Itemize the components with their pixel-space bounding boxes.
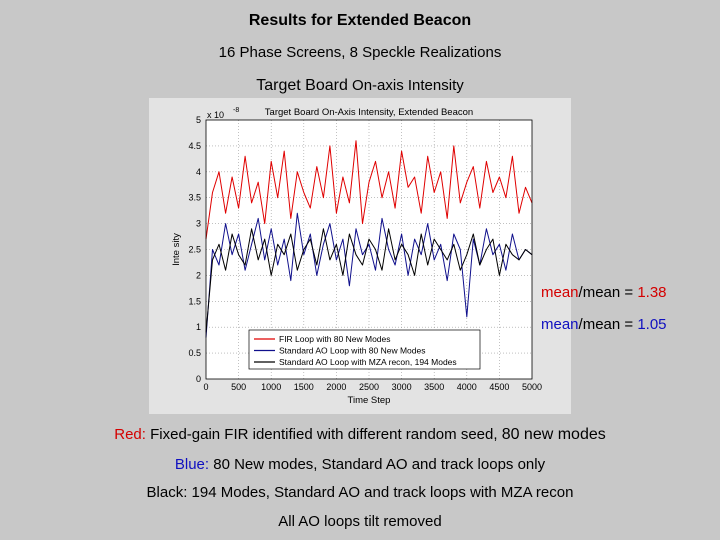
- note-blue: [0, 456, 720, 473]
- y-tick-label: 3: [195, 218, 201, 229]
- ratio-blue: [541, 316, 667, 333]
- y-tick-label: 4: [195, 166, 201, 177]
- y-multiplier: x 10: [207, 110, 225, 120]
- ratio-red-value: 1.38: [637, 284, 667, 301]
- x-tick-label: 2000: [326, 382, 347, 392]
- y-tick-label: 5: [195, 115, 201, 125]
- note-blue-text: 80 New modes, Standard AO and track loops only: [209, 456, 546, 473]
- legend-entry: Standard AO Loop with 80 New Modes: [279, 345, 426, 356]
- note-red-text: Fixed-gain FIR identified with different random seed,: [145, 426, 502, 443]
- x-tick-label: 1000: [261, 382, 282, 392]
- note-blue-label: Blue:: [174, 456, 210, 473]
- note-black: Black: 194 Modes, Standard AO and track loops with MZA recon: [146, 484, 574, 501]
- x-tick-label: 5000: [521, 382, 543, 392]
- y-tick-label: 1: [195, 322, 201, 333]
- ratio-red-mean: mean: [541, 284, 579, 301]
- y-tick-label: 4.5: [188, 140, 201, 151]
- ratio-red-mid: /mean =: [578, 284, 638, 301]
- ratio-blue-value: 1.05: [637, 316, 667, 333]
- y-tick-label: 1.5: [188, 296, 201, 307]
- slide-subtitle: 16 Phase Screens, 8 Speckle Realizations: [218, 44, 502, 61]
- legend-entry: FIR Loop with 80 New Modes: [279, 334, 391, 344]
- y-exponent: -8: [233, 107, 240, 114]
- legend-entry: Standard AO Loop with MZA recon, 194 Modes: [279, 357, 457, 367]
- note-red-modes: 80 new modes: [501, 426, 606, 443]
- plot-caption-sub: On-axis Intensity: [352, 77, 464, 94]
- ratio-blue-mid: /mean =: [578, 316, 638, 333]
- y-tick-label: 2.5: [188, 244, 201, 255]
- y-axis-label: Inte sity: [171, 233, 182, 266]
- y-tick-label: 0: [195, 374, 201, 384]
- x-tick-label: 4500: [489, 382, 510, 392]
- y-tick-label: 3.5: [188, 192, 201, 203]
- x-tick-label: 500: [231, 382, 247, 392]
- note-tilt: All AO loops tilt removed: [278, 513, 442, 530]
- chart-title: Target Board On-Axis Intensity, Extended Beacon: [264, 107, 474, 118]
- slide-title: Results for Extended Beacon: [248, 12, 472, 29]
- x-tick-label: 0: [203, 382, 209, 392]
- ratio-blue-mean: mean: [541, 316, 579, 333]
- x-tick-label: 1500: [293, 382, 314, 392]
- plot-image-panel: [149, 98, 571, 414]
- intensity-chart: [149, 98, 571, 414]
- x-tick-label: 3000: [391, 382, 412, 392]
- note-red-label: Red:: [114, 426, 146, 443]
- x-tick-label: 2500: [358, 382, 380, 392]
- note-red: [0, 426, 720, 444]
- x-axis-label: Time Step: [347, 395, 391, 406]
- x-tick-label: 3500: [424, 382, 445, 392]
- x-tick-label: 4000: [456, 382, 477, 392]
- y-tick-label: 2: [195, 270, 201, 281]
- y-tick-label: 0.5: [188, 348, 201, 359]
- plot-caption-main: Target Board: [256, 77, 348, 94]
- plot-caption: [0, 77, 720, 95]
- ratio-red: [541, 284, 667, 301]
